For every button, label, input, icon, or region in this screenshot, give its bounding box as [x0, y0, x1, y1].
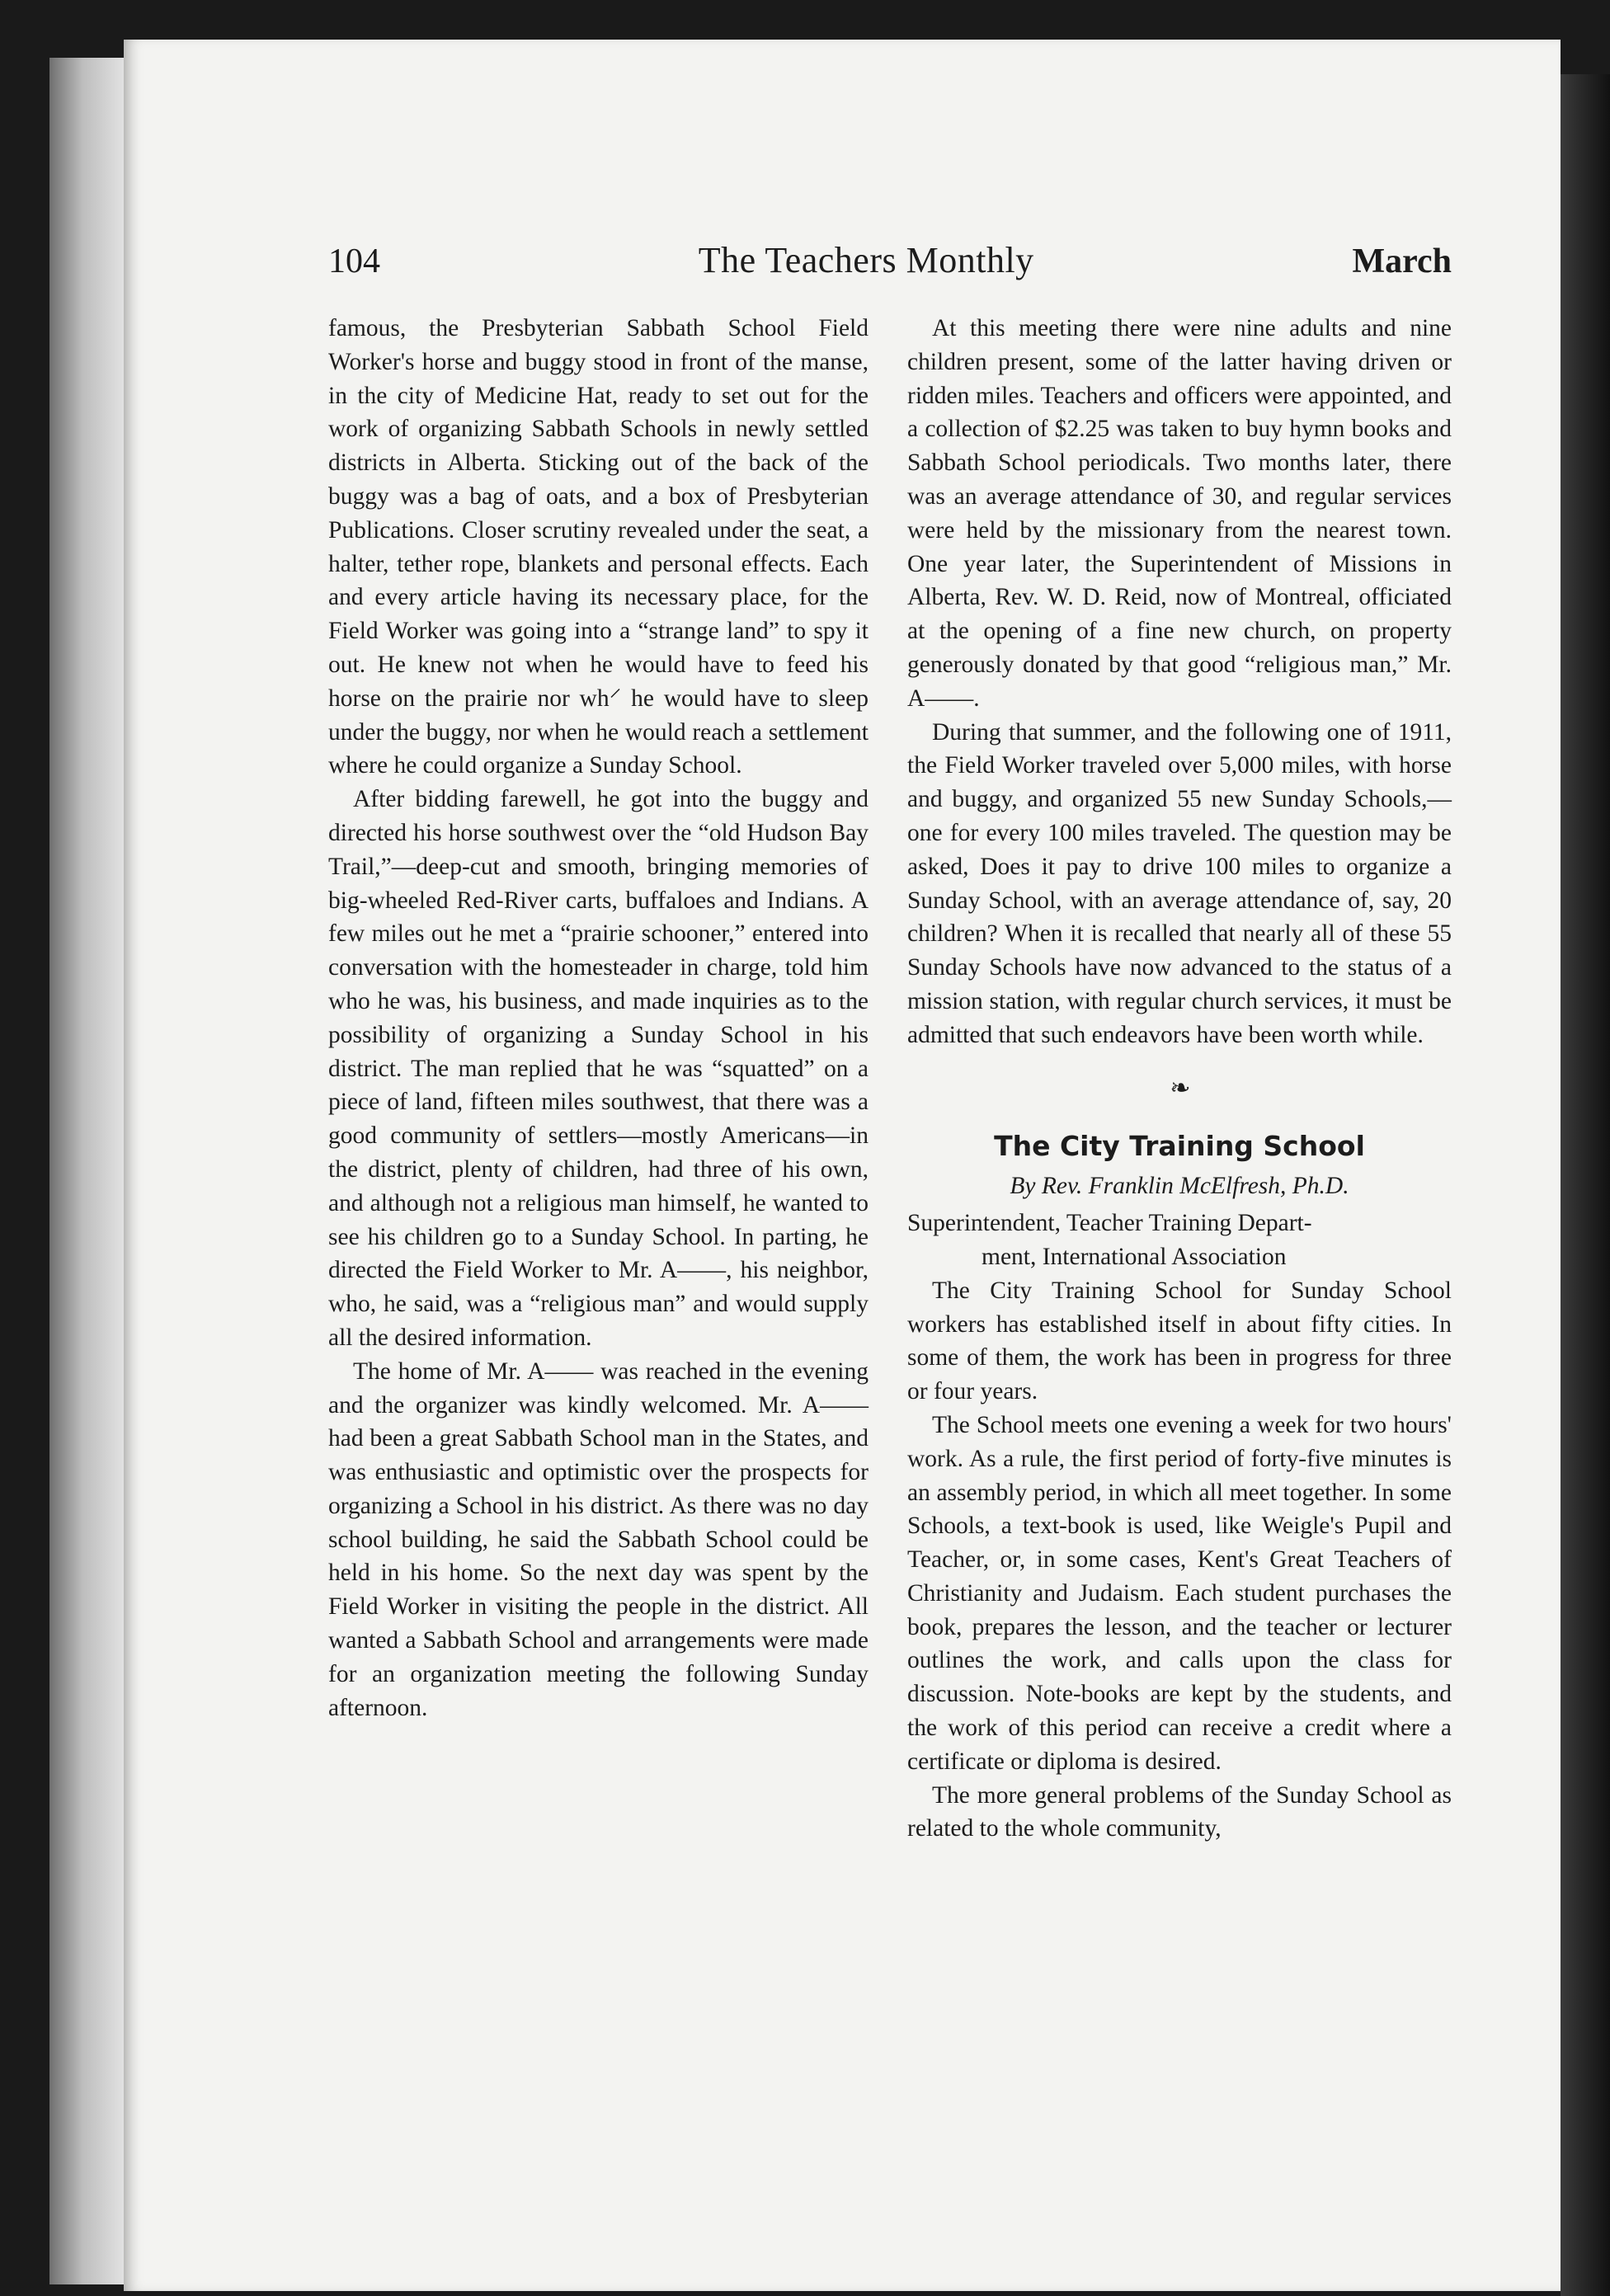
running-header: [328, 239, 1452, 297]
journal-title: The Teachers Monthly: [698, 240, 1034, 280]
right-column: [907, 312, 1452, 1846]
author-position: [907, 1207, 1452, 1274]
article-byline: By Rev. Franklin McElfresh, Ph.D.: [1010, 1173, 1349, 1200]
paragraph: The City Training School for Sunday School workers has established itself in about fifty cities. In some of them, the work has been in progress for three or four years.: [907, 1277, 1452, 1405]
paragraph: The home of Mr. A—— was reached in the evening and the organizer was kindly welcomed. Mr. A—— had been a great Sabbath School man in the States, and was enthusiastic and optimistic over the prospects for organizing a School in his district. As there was no day school building, he said the Sabbath School could be held in his home. So the next day was spent by the Field Worker in visiting the people in the district. All wanted a Sabbath School and arrangements were made for an organization meeting the following Sunday afternoon.: [328, 1357, 869, 1721]
section-ornament: ❧: [1170, 1074, 1189, 1102]
paragraph: At this meeting there were nine adults and nine children present, some of the latter having driven or ridden miles. Teachers and officers were appointed, and a collection of $2.25 was taken to buy hymn books and Sabbath School periodicals. Two months later, there was an average attendance of 30, and regular services were held by the missionary from the nearest town. One year later, the Superintendent of Missions in Alberta, Rev. W. D. Reid, now of Montreal, officiated at the opening of a fine new church, on property generously donated by that good “religious man,” Mr. A——.: [907, 315, 1452, 712]
author-position-line-1: Superintendent, Teacher Training Depart-: [907, 1210, 1312, 1237]
issue-month: March: [1352, 242, 1452, 280]
left-column: [328, 312, 869, 1724]
book-cover-edge: [1561, 74, 1610, 2296]
paragraph: famous, the Presbyterian Sabbath School Field Worker's horse and buggy stood in front of the manse, in the city of Medicine Hat, ready to set out for the work of organizing Sabbath Schools in newly settled districts in Alberta. Sticking out of the back of the buggy was a bag of oats, and a box of Presbyterian Publications. Closer scrutiny revealed under the seat, a halter, tether rope, blankets and personal effects. Each and every article having its necessary place, for the Field Worker was going into a “strange land” to spy it out. He knew not when he would have to feed his horse on the prairie nor wh⸍ he would have to sleep under the buggy, nor when he would reach a settlement where he could organize a Sunday School.: [328, 315, 869, 779]
article-title: The City Training School: [994, 1130, 1365, 1163]
paragraph: During that summer, and the following one of 1911, the Field Worker traveled over 5,000 miles, with horse and buggy, and organized 55 new Sunday Schools,—one for every 100 miles traveled. The question may be asked, Does it pay to drive 100 miles to organize a Sunday School, with an average attendance of, say, 20 children? When it is recalled that nearly all of these 55 Sunday Schools have now advanced to the status of a mission station, with regular church services, it must be admitted that such endeavors have been worth while.: [907, 718, 1452, 1048]
paragraph: The more general problems of the Sunday School as related to the whole community,: [907, 1781, 1452, 1842]
page-number: 104: [328, 242, 380, 280]
author-position-line-2: ment, International Association: [982, 1243, 1287, 1270]
paragraph: After bidding farewell, he got into the buggy and directed his horse southwest over the “old Hudson Bay Trail,”—deep-cut and smooth, bringing memories of big-wheeled Red-River carts, buffaloes and Indians. A few miles out he met a “prairie schooner,” entered into conversation with the homesteader in charge, told him who he was, his business, and made inquiries as to the possibility of organizing a Sunday School in his district. The man replied that he was “squatted” on a piece of land, fifteen miles southwest, that there was a good community of settlers—mostly Americans—in the district, plenty of children, had three of his own, and although not a religious man himself, he wanted to see his children go to a Sunday School. In parting, he directed the Field Worker to Mr. A——, his neighbor, who, he said, was a “religious man” and would supply all the desired information.: [328, 786, 869, 1351]
paragraph: The School meets one evening a week for two hours' work. As a rule, the first period of forty-five minutes is an assembly period, in which all meet together. In some Schools, a text-book is used, like Weigle's Pupil and Teacher, or, in some cases, Kent's Great Teachers of Christianity and Judaism. Each student purchases the book, prepares the lesson, and the teacher or lecturer outlines the work, and calls upon the class for discussion. Note-books are kept by the students, and the work of this period can receive a credit where a certificate or diploma is desired.: [907, 1411, 1452, 1775]
